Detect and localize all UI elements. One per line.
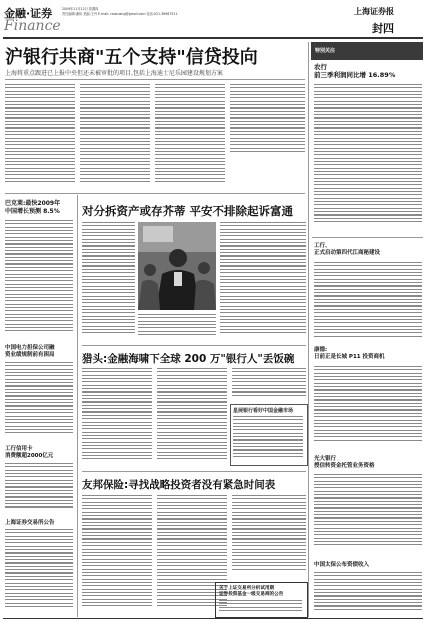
bottom-rule xyxy=(3,618,423,619)
left-body-3 xyxy=(5,463,73,513)
right-body-2 xyxy=(314,366,422,450)
sidebar-body xyxy=(314,84,422,234)
right-body-1 xyxy=(314,262,422,344)
left-col-vrule xyxy=(77,195,78,617)
mid2-body-col-1 xyxy=(82,368,152,468)
right-body-4 xyxy=(314,572,422,617)
masthead-meta: 2009年11月12日 星期四 xyxy=(62,7,99,11)
mid-headline-3: 友邦保险:寻找战略投资者没有紧急时间表 xyxy=(82,479,276,491)
mid-body-col-1 xyxy=(82,222,135,342)
masthead-meta-2: 责任编辑:谢伟 美编:王丹 E-mail: caoxueng@gmail.com 电话:021-38967521 xyxy=(62,12,178,16)
mid3-body-col-1 xyxy=(82,495,152,617)
dbs-box-body xyxy=(233,416,303,462)
lead-headline: 沪银行共商"五个支持"信贷投向 xyxy=(5,47,258,68)
right-h1: 工行、 正式启动第四代江商秘建设 xyxy=(314,243,381,256)
mid2-body-col-2 xyxy=(157,368,227,468)
notice-body xyxy=(219,600,302,614)
right-h2: 康德: 日前正是长城 P11 投资商机 xyxy=(314,347,385,360)
right-body-3 xyxy=(314,474,422,554)
lead-body-col-1 xyxy=(5,84,75,189)
lead-deck: 上海将重点跟进已上报中央但还未被审批的项目,包括上海迪士尼乐园建设规划方案 xyxy=(5,70,223,77)
lead-body-col-2 xyxy=(80,84,150,189)
left-col-rule xyxy=(5,193,305,194)
right-h4: 中国太保公布资债收入 xyxy=(314,562,370,568)
mid2-body-col-3 xyxy=(232,368,306,400)
left-body-2 xyxy=(5,362,73,442)
page-number: 封四 xyxy=(372,22,394,35)
left-h4: 上海证券交易所公告 xyxy=(5,520,55,526)
mid-rule-2 xyxy=(82,471,306,472)
notice-title: 关于上证交易所分析试用期 证券投资基金一级交易商的公告 xyxy=(219,586,284,597)
lead-body-col-4 xyxy=(230,84,305,159)
sidebar-vrule xyxy=(308,42,309,617)
mid-body-col-3 xyxy=(220,222,306,342)
mid3-body-col-3 xyxy=(232,495,306,579)
left-body-1 xyxy=(5,220,73,340)
section-title-en: Finance xyxy=(4,18,61,34)
news-photo-image xyxy=(138,222,216,310)
left-h2: 中国电力担保公司融 资业绩规制前有困局 xyxy=(5,345,55,358)
lead-body-col-3 xyxy=(155,84,225,189)
mid-body-col-2 xyxy=(138,314,216,342)
news-photo xyxy=(138,222,216,310)
left-body-4 xyxy=(5,529,73,617)
sidebar-label: 特别关注 xyxy=(315,48,336,54)
left-h1: 巴克莱:最快2009年 中国增长预测 8.5% xyxy=(5,200,61,215)
paper-name: 上海证券报 xyxy=(354,6,394,16)
lead-divider xyxy=(5,79,305,80)
mid-rule-1 xyxy=(82,345,306,346)
mid-headline: 对分拆资产或存芥蒂 平安不排除起诉富通 xyxy=(82,204,294,218)
masthead-rule xyxy=(3,37,423,39)
dbs-box-title: 星展银行看好中国金融市场 xyxy=(233,408,294,414)
right-h3: 光大银行 授信转资金托管业务资格 xyxy=(314,456,375,469)
right-rule-1 xyxy=(312,237,423,238)
sidebar-title: 农行 前三季利润同比增 16.89% xyxy=(314,63,396,79)
section-title: 金融·证券 xyxy=(4,7,53,20)
mid-headline-2: 猎头:金融海啸下全球 200 万"银行人"丢饭碗 xyxy=(82,353,295,365)
masthead xyxy=(0,0,426,40)
left-h3: 工行信用卡 消费额超2000亿元 xyxy=(5,446,54,459)
